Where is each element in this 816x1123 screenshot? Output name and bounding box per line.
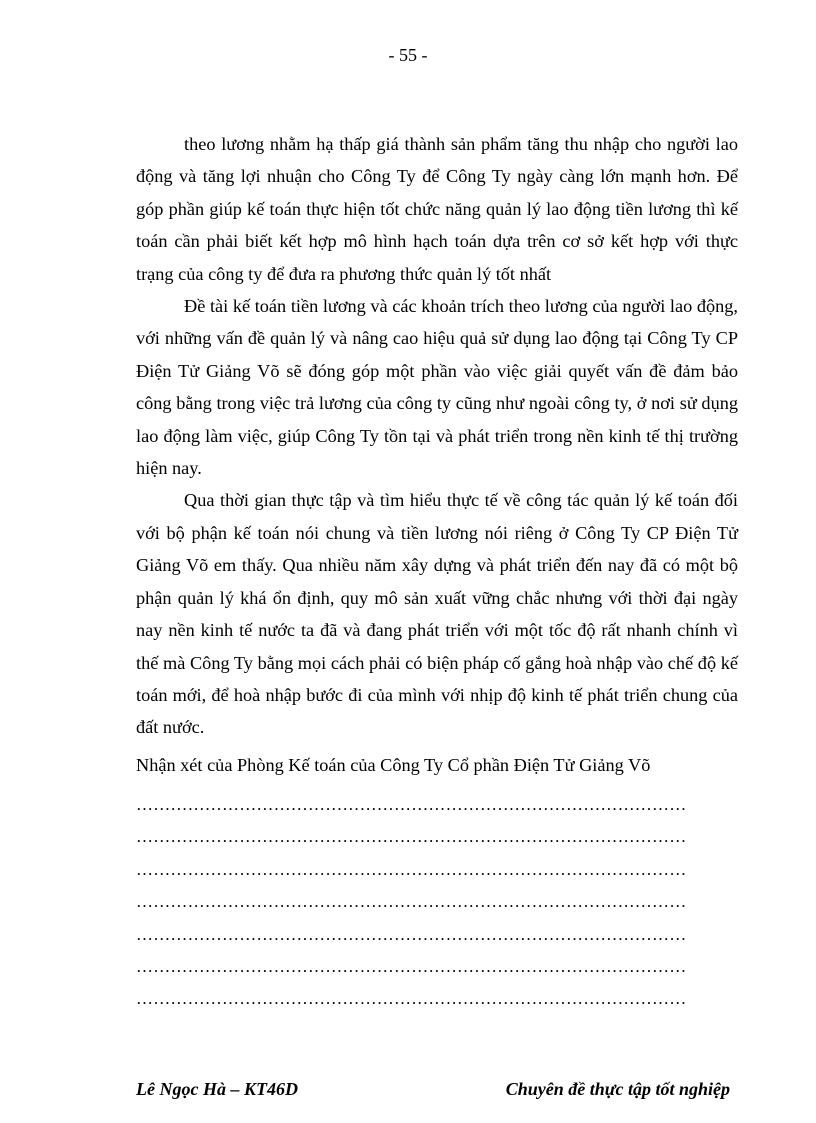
dotted-line: …………………………………………………………………………………… [136, 859, 687, 879]
paragraph-internship: Qua thời gian thực tập và tìm hiểu thực tế về công tác quản lý kế toán đối với bộ phận kế toán nói chung và tiền lương nói riêng ở Công Ty CP Điện Tử Giảng Võ em thấy. Qua nhiều năm xây dựng và phát triển đến nay đã có một bộ phận quản lý khá ổn định, quy mô sản xuất vững chắc nhưng với thời đại ngày nay nền kinh tế nước ta đã và đang phát triển với một tốc độ rất nhanh chính vì thế mà Công Ty bằng mọi cách phải có biện pháp cố gắng hoà nhập vào chế độ kế toán mới, để hoà nhập bước đi của mình với nhịp độ kinh tế phát triển chung của đất nước. [136, 490, 738, 738]
paragraph-continuation: theo lương nhằm hạ thấp giá thành sản phẩm tăng thu nhập cho người lao động và tăng lợi nhuận cho Công Ty để Công Ty ngày càng lớn mạnh hơn. Để góp phần giúp kế toán thực hiện tốt chức năng quản lý lao động tiền lương thì kế toán cần phải biết kết hợp mô hình hạch toán dựa trên cơ sở kết hợp với thực trạng của công ty để đưa ra phương thức quản lý tốt nhất [136, 134, 738, 284]
page-number: - 55 - [388, 45, 428, 65]
footer-document-type: Chuyên đề thực tập tốt nghiệp [505, 1079, 730, 1099]
dotted-line: …………………………………………………………………………………… [136, 924, 687, 944]
footer-author: Lê Ngọc Hà – KT46D [136, 1079, 298, 1099]
review-title: Nhận xét của Phòng Kế toán của Công Ty Cổ phần Điện Tử Giảng Võ [136, 755, 651, 775]
paragraph-topic: Đề tài kế toán tiền lương và các khoản trích theo lương của người lao động, với những vấn đề quản lý và nâng cao hiệu quả sử dụng lao động tại Công Ty CP Điện Tử Giảng Võ sẽ đóng góp một phần vào việc giải quyết vấn đề đảm bảo công bằng trong việc trả lương của công ty cũng như ngoài công ty, ở nơi sử dụng lao động làm việc, giúp Công Ty tồn tại và phát triển trong nền kinh tế thị trường hiện nay. [136, 296, 738, 479]
dotted-line: …………………………………………………………………………………… [136, 892, 687, 912]
dotted-line: …………………………………………………………………………………… [136, 827, 687, 847]
dotted-line: …………………………………………………………………………………… [136, 956, 687, 976]
dotted-line: …………………………………………………………………………………… [136, 989, 687, 1009]
body-text [136, 128, 738, 744]
dotted-line: …………………………………………………………………………………… [136, 795, 687, 814]
review-dotted-lines [136, 789, 730, 1016]
